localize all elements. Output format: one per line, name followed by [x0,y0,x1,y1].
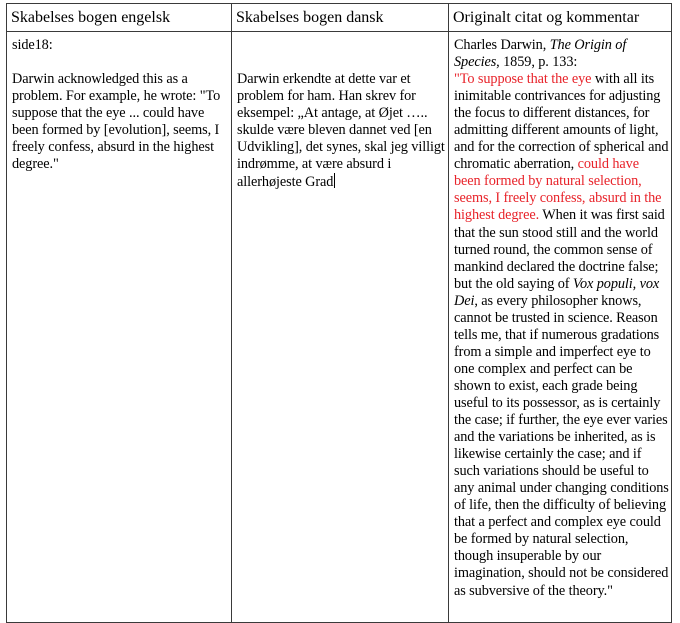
quote-text-3: , as every philosopher knows, cannot be trusted in science. Reason tells me, that if numerous gradations from a simple and imperfect eye to one complex and perfect can be shown to exist, each grade being useful to its possessor, as is certainly the case; if further, the eye ever varies and the variations be inherited, as is likewise certainly the case; and if such variations should be useful to any animal under changing conditions of life, then the difficulty of believing that a perfect and complex eye could be formed by natural selection, though insuperable by our imagination, should not be considered as subversive of the theory." [454,292,669,599]
header-danish: Skabelses bogen dansk [236,9,384,26]
source-title: The Origin of Species [454,37,627,71]
column-divider-1 [231,4,232,622]
page-reference: side18: [12,37,53,53]
header-english: Skabelses bogen engelsk [11,9,171,26]
quote-latin: Vox populi, vox Dei [454,275,660,309]
quote-highlight-1: "To suppose that the eye [454,71,592,88]
header-row-divider [7,31,671,32]
source-author: Charles Darwin, [454,37,550,53]
danish-text-content: Darwin erkendte at dette var et problem for ham. Han skrev for eksempel: „At antage, at Øjet ….. skulde være bleven dannet ved [en Udvikling], det synes, skal jeg villigt indrømme, at være absurd i allerhøjeste Grad [237,71,445,191]
quote-text-1: with all its inimitable contrivances for adjusting the focus to different distances, for admitting different amounts of light, and for the correction of spherical and chromatic aberration, [454,71,669,173]
source-citation [454,37,669,71]
quote-text-2: When it was first said that the sun stood still and the world turned round, the common sense of mankind declared the doctrine false; but the old saying of [454,207,665,292]
quote-highlight-2: could have been formed by natural selection, seems, I freely confess, absurd in the highest degree. [454,156,662,224]
text-cursor [334,173,335,188]
english-text: Darwin acknowledged this as a problem. For example, he wrote: "To suppose that the eye ... could have been formed by [evolution], seems, I freely confess, absurd in the highest degree." [12,71,221,173]
comparison-table [6,3,672,623]
danish-text[interactable] [237,71,445,191]
header-original: Originalt citat og kommentar [453,9,640,26]
danish-cell[interactable] [237,71,445,191]
source-details: , 1859, p. 133: [496,54,578,71]
original-quote [454,71,669,599]
column-divider-2 [448,4,449,622]
english-cell [12,37,226,173]
original-cell [454,37,669,600]
